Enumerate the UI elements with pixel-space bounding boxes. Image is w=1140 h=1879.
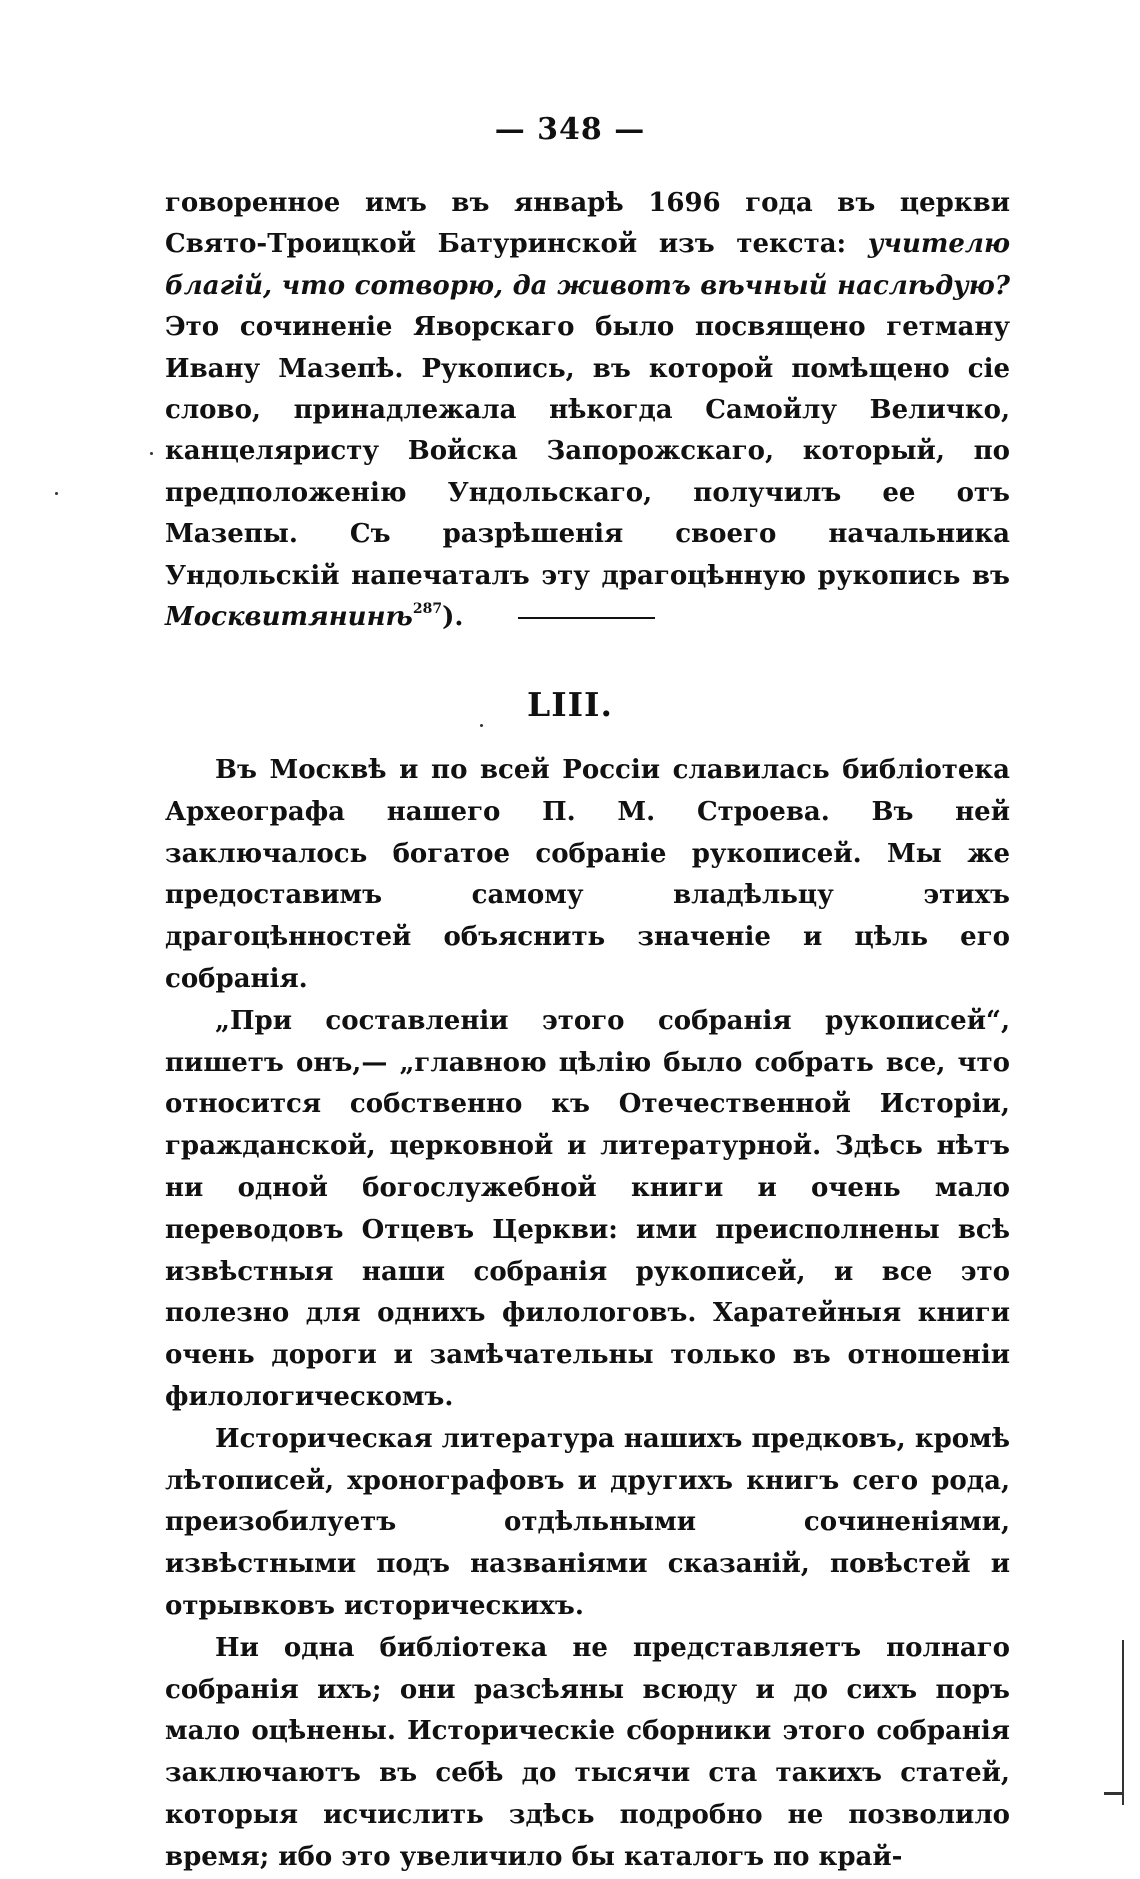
footnote-ref: 287 [412,601,443,618]
paragraph-text-part1: говоренное имъ въ январѣ 1696 года въ церкви Свято-Троицкой Батуринской изъ текста: [165,188,1010,260]
paragraph: Ни одна библіотека не представляетъ полнаго собранія ихъ; они разсѣяны всюду и до сихъ поръ мало оцѣнены. Историческіе сборники этого собранія заключаютъ въ себѣ до тысячи ста такихъ статей, которыя исчислить здѣсь подробно не позволило время; ибо это увеличило бы каталогъ по край- [165,1632,1010,1872]
margin-mark [480,724,483,727]
section-divider [518,617,655,619]
journal-title: Москвитянинѣ [165,602,413,633]
biblical-quote: учителю благій, что сотворю, да животъ вѣчный наслѣдую? [165,229,1010,301]
top-paragraph-block [165,183,1010,638]
margin-mark [150,452,153,455]
paragraph: Историческая литература нашихъ предковъ, кромѣ лѣтописей, хронографовъ и другихъ книгъ сего рода, преизобилуетъ отдѣльными сочиненіями, извѣстными подъ названіями сказаній, повѣстей и отрывковъ историческихъ. [165,1423,1010,1621]
page-edge-mark [1104,1792,1124,1795]
continued-paragraph [165,183,1010,638]
paragraph: „При составленіи этого собранія рукописей“, пишетъ онъ,— „главною цѣлію было собрать все, что относится собственно къ Отечественной Исторіи, гражданской, церковной и литературной. Здѣсь нѣтъ ни одной богослужебной книги и очень мало переводовъ Отцевъ Церкви: ими преисполнены всѣ извѣстныя наши собранія рукописей, и все это полезно для однихъ филологовъ. Харатейныя книги очень дороги и замѣчательны только въ отношеніи филологическомъ. [165,1005,1010,1412]
margin-mark [55,492,58,495]
section-title: LIII. [526,685,613,724]
page-number: — 348 — [494,112,646,147]
page-edge-mark [1122,1640,1124,1805]
body-text-block [165,750,1010,1879]
paragraph: Въ Москвѣ и по всей Россіи славилась библіотека Археографа нашего П. М. Строева. Въ ней заключалось богатое собраніе рукописей. Мы же предоставимъ самому владѣльцу этихъ драгоцѣнностей объяснить значеніе и цѣль его собранія. [165,755,1010,994]
paragraph-tail: ). [442,602,464,633]
paragraph-text-part2: Это сочиненіе Яворскаго было посвящено гетману Ивану Мазепѣ. Рукопись, въ которой помѣщено сіе слово, принадлежала нѣкогда Самойлу Величко, канцеляристу Войска Запорожскаго, который, по предположенію Ундольскаго, получилъ ее отъ Мазепы. Съ разрѣшенія своего начальника Ундольскій напечаталъ эту драгоцѣнную рукопись въ [165,312,1010,591]
